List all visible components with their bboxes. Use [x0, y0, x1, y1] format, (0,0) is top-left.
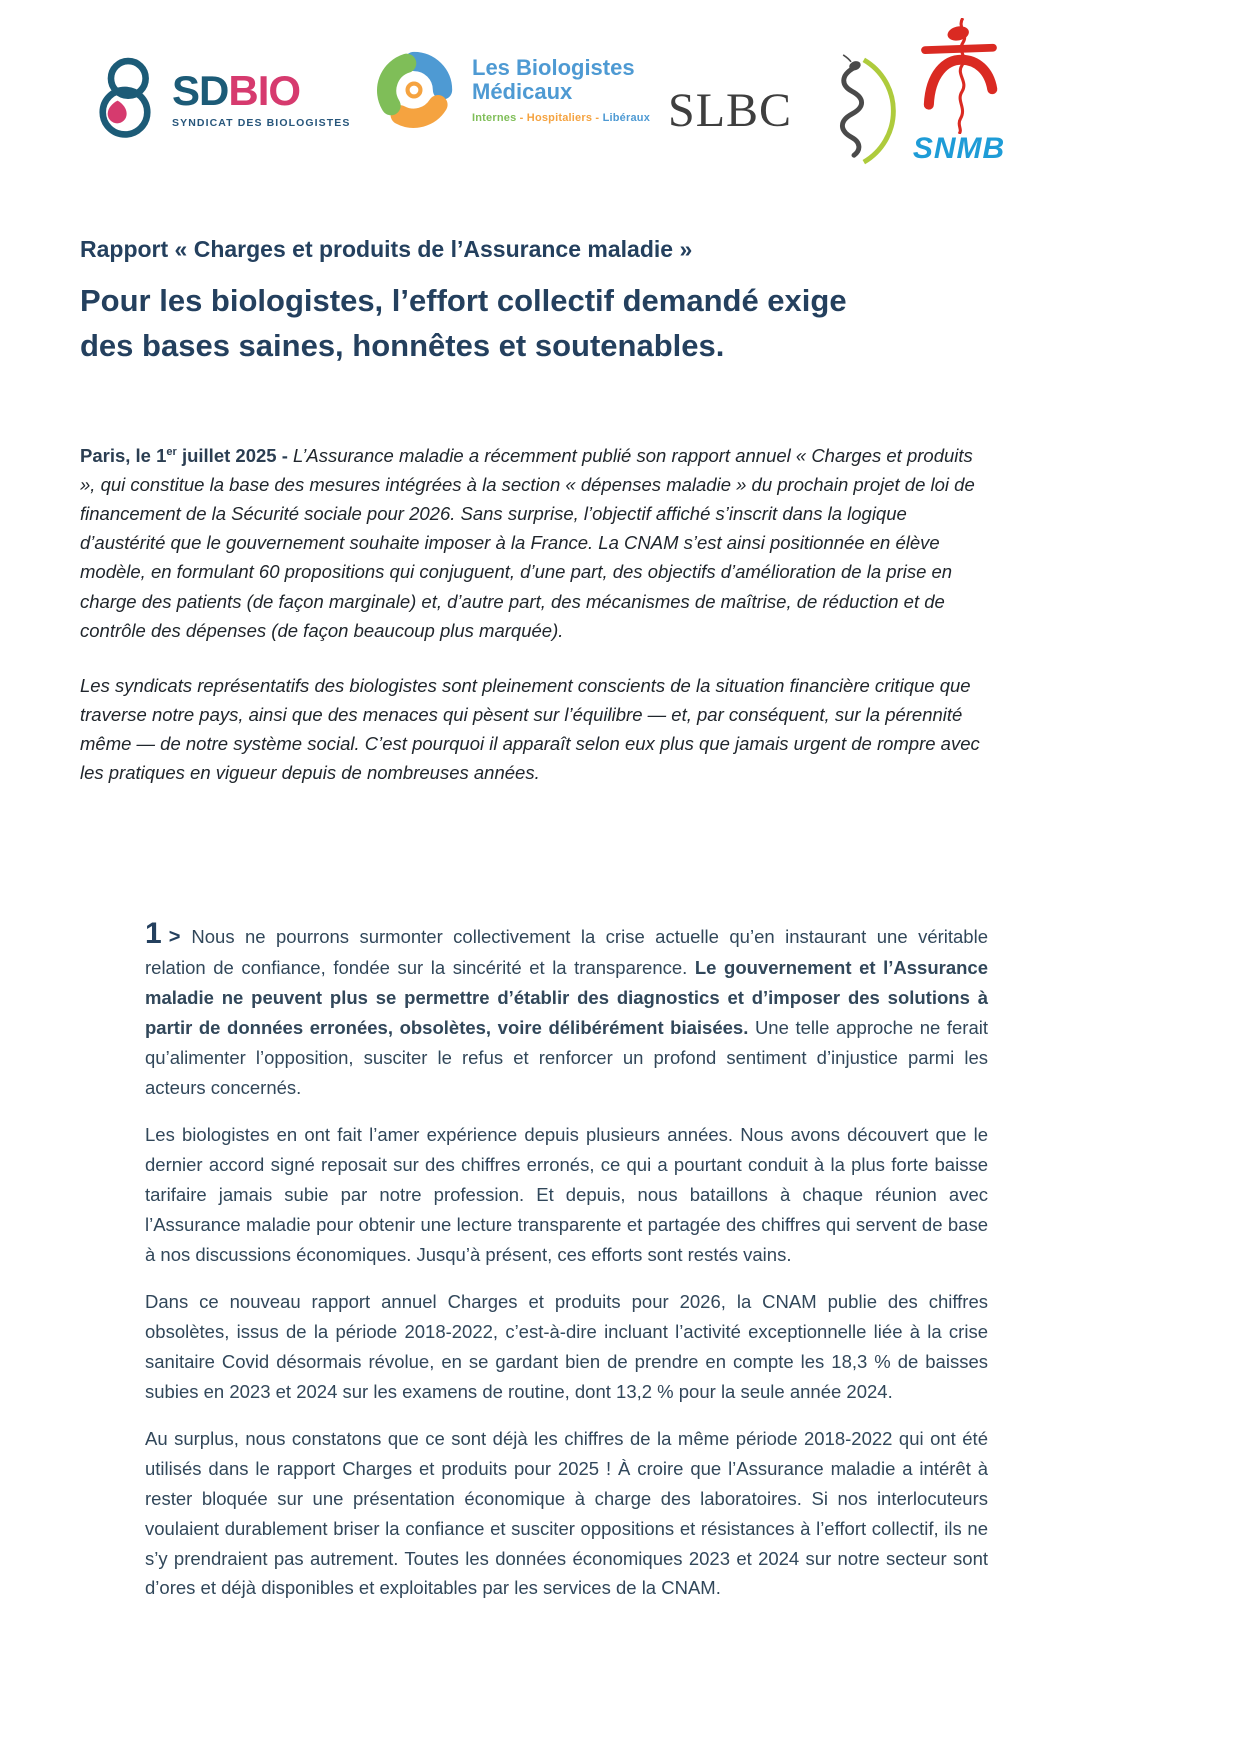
lbm-subtitle-hospitaliers: Hospitaliers: [526, 111, 593, 124]
slbc-logo: [668, 52, 902, 170]
section-1-p1-bold: Le gouvernement et l’Assurance maladie ne peuvent plus se permettre d’établir des diagnostics et d’imposer des solutions à partir de données erronées, obsolètes, voire délibérément biaisées.: [145, 957, 988, 1039]
section-1-p1-text-a: Nous ne pourrons surmonter collectivement la crise actuelle qu’en instaurant une véritable relation de confiance, fondée sur la sincérité et la transparence.: [145, 925, 988, 979]
dateline-suffix: juillet 2025: [176, 445, 277, 467]
snmb-name: SNMB: [912, 132, 1006, 165]
sdbio-subtitle: SYNDICAT DES BIOLOGISTES: [172, 116, 351, 129]
lbm-subtitle-liberaux: Libéraux: [602, 111, 651, 124]
biologistes-medicaux-logo: [368, 44, 650, 136]
lbm-subtitle: [472, 112, 650, 124]
lbm-subtitle-sep1: -: [516, 111, 527, 124]
intro-paragraph-2: Les syndicats représentatifs des biologistes sont pleinement conscients de la situation financière critique que traverse notre pays, ainsi que des menaces qui pèsent sur l’équilibre — et, par conséquent, sur la pérennité même — de notre système social. C’est pourquoi il apparaît selon eux plus que jamais urgent de rompre avec les pratiques en vigueur depuis de nombreuses années.: [80, 674, 980, 783]
section-1-paragraph-2: Les biologistes en ont fait l’amer expérience depuis plusieurs années. Nous avons découvert que le dernier accord signé reposait sur des chiffres erronés, ce qui a pourtant conduit à la plus forte baisse tarifaire jamais subie par notre profession. Et depuis, nous bataillons à chaque réunion avec l’Assurance maladie pour obtenir une lecture transparente et partagée des chiffres qui servent de base à nos discussions économiques. Jusqu’à présent, ces efforts sont restés vains.: [145, 1123, 988, 1265]
page-title: [80, 278, 980, 370]
sdbio-name-bio: BIO: [228, 66, 301, 114]
page-title-line1: Pour les biologistes, l’effort collectif demandé exige: [80, 282, 847, 318]
dateline-ordinal: er: [166, 446, 177, 459]
section-number: 1: [145, 916, 162, 950]
lbm-subtitle-sep2: -: [592, 111, 603, 124]
chevron-right-icon: >: [168, 925, 181, 948]
section-1-p1-text-b: Une telle approche ne ferait qu’alimenter l’opposition, susciter le refus et renforcer un profond sentiment d’injustice parmi les acteurs concernés.: [145, 1017, 988, 1098]
page-title-line2: des bases saines, honnêtes et soutenables.: [80, 328, 725, 364]
dateline: [80, 445, 293, 466]
sdbio-mark-icon: [92, 52, 158, 146]
sdbio-name: [172, 66, 350, 114]
slbc-name: SLBC: [668, 84, 793, 137]
snmb-logo: [896, 18, 1022, 164]
lbm-subtitle-internes: Internes: [472, 111, 517, 124]
sdbio-wordmark: [172, 66, 351, 129]
lbm-title-line1: Les Biologistes: [472, 55, 635, 81]
report-kicker-title: Rapport « Charges et produits de l’Assurance maladie »: [80, 236, 693, 262]
section-1: [145, 916, 988, 1604]
lbm-title-line2: Médicaux: [472, 79, 573, 104]
logo-header: [0, 0, 1240, 210]
section-1-paragraph-1: [145, 916, 988, 1103]
document-body: [80, 236, 988, 1620]
biologistes-medicaux-mark-icon: [368, 44, 460, 136]
section-1-paragraph-3: Dans ce nouveau rapport annuel Charges et produits pour 2026, la CNAM publie des chiffres obsolètes, issus de la période 2018-2022, c’est-à-dire incluant l’activité exceptionnelle liée à la crise sanitaire Covid désormais révolue, en se gardant bien de prendre en compte les 18,3 % de baisses subies en 2023 et 2024 sur les examens de routine, dont 13,2 % pour la seule année 2024.: [145, 1290, 988, 1402]
snmb-mark-icon: [907, 18, 1011, 134]
dateline-prefix: Paris, le 1: [80, 445, 167, 467]
slbc-caduceus-icon: [802, 52, 902, 170]
section-1-paragraph-4: Au surplus, nous constatons que ce sont déjà les chiffres de la même période 2018-2022 qui ont été utilisés dans le rapport Charges et produits pour 2025 ! À croire que l’Assurance maladie a intérêt à rester bloquée sur une présentation économique à charge des laboratoires. Si nos interlocuteurs voulaient durablement briser la confiance et susciter oppositions et résistances à l’effort collectif, ils ne s’y prendraient pas autrement. Toutes les données économiques 2023 et 2024 sur notre secteur sont d’ores et déjà disponibles et exploitables par les services de la CNAM.: [145, 1427, 988, 1599]
sdbio-name-sd: SD: [172, 66, 229, 114]
biologistes-medicaux-wordmark: [472, 56, 650, 124]
sdbio-logo: [92, 52, 350, 146]
dateline-dash: -: [276, 445, 294, 467]
intro-paragraph-1-text: L’Assurance maladie a récemment publié son rapport annuel « Charges et produits », qui constitue la base des mesures intégrées à la section « dépenses maladie » du prochain projet de loi de financement de la Sécurité sociale pour 2026. Sans surprise, l’objectif affiché s’inscrit dans la logique d’austérité que le gouvernement souhaite imposer à la France. La CNAM s’est ainsi positionnée en élève modèle, en formulant 60 propositions qui conjuguent, d’une part, des objectifs d’amélioration de la prise en charge des patients (de façon marginale) et, d’autre part, des mécanismes de maîtrise, de réduction et de contrôle des dépenses (de façon beaucoup plus marquée).: [80, 445, 975, 641]
intro-paragraph-1: [80, 441, 980, 644]
